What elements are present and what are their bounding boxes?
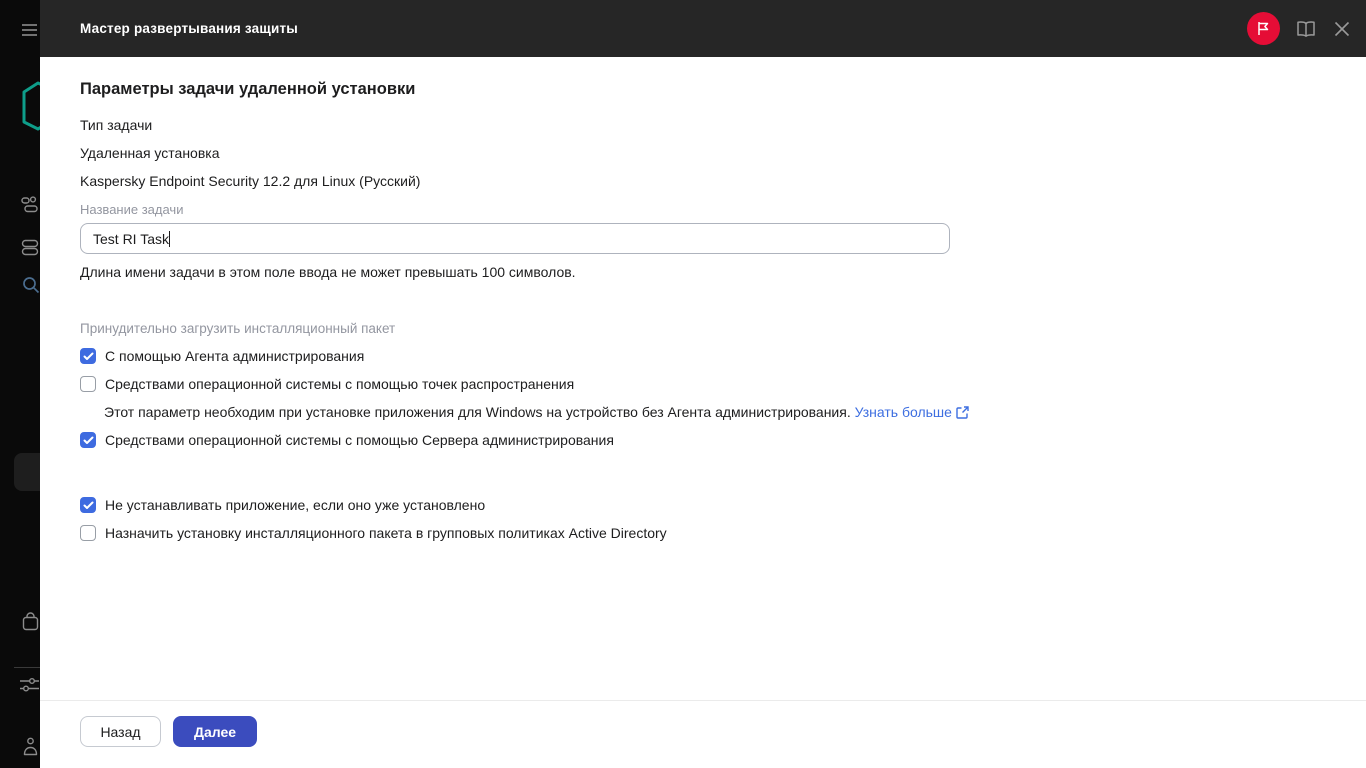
checkbox-row-network-agent[interactable]: [80, 348, 364, 364]
checkbox-label: Средствами операционной системы с помощью Сервера администрирования: [105, 432, 614, 448]
task-name-label: Название задачи: [80, 202, 184, 217]
wizard-title: Мастер развертывания защиты: [80, 21, 298, 36]
note-text: Этот параметр необходим при установке приложения для Windows на устройство без Агента администрирования.: [104, 404, 851, 420]
checkbox[interactable]: [80, 497, 96, 513]
hamburger-menu-icon[interactable]: [22, 23, 37, 37]
marketplace-bag-icon[interactable]: [22, 612, 39, 631]
checkbox[interactable]: [80, 348, 96, 364]
task-name-hint: Длина имени задачи в этом поле ввода не может превышать 100 символов.: [80, 264, 576, 280]
checkbox[interactable]: [80, 376, 96, 392]
external-link-icon: [956, 406, 969, 422]
footer-divider: [40, 700, 1366, 701]
force-download-section-label: Принудительно загрузить инсталляционный пакет: [80, 321, 396, 336]
installation-package-name: Kaspersky Endpoint Security 12.2 для Linux (Русский): [80, 173, 421, 189]
sidebar-divider: [14, 667, 40, 668]
checkbox-label: Не устанавливать приложение, если оно уже установлено: [105, 497, 486, 513]
checkbox-row-skip-if-installed[interactable]: [80, 497, 485, 513]
task-name-field-wrap: [80, 223, 950, 254]
wizard-page: [40, 57, 1366, 768]
checkbox-row-admin-server[interactable]: [80, 432, 614, 448]
text-caret: [169, 231, 170, 247]
kaspersky-logo: [18, 80, 40, 132]
task-type-value: Удаленная установка: [80, 145, 220, 161]
close-icon[interactable]: [1332, 19, 1352, 39]
wizard-titlebar: [40, 0, 1366, 57]
page-title: Параметры задачи удаленной установки: [80, 80, 416, 98]
distribution-points-note: [104, 404, 969, 422]
documentation-book-icon[interactable]: [1296, 19, 1316, 39]
users-icon[interactable]: [21, 196, 39, 213]
checkbox-label: Средствами операционной системы с помощью точек распространения: [105, 376, 575, 392]
task-type-label: Тип задачи: [80, 117, 153, 133]
back-button[interactable]: Назад: [80, 716, 161, 747]
flag-badge[interactable]: [1247, 12, 1280, 45]
checkbox-row-active-directory[interactable]: [80, 525, 667, 541]
account-person-icon[interactable]: [22, 737, 39, 756]
learn-more-link[interactable]: Узнать больше: [854, 404, 952, 420]
next-button[interactable]: Далее: [173, 716, 257, 747]
active-nav-highlight[interactable]: [14, 453, 40, 491]
checkbox-label: С помощью Агента администрирования: [105, 348, 365, 364]
checkbox[interactable]: [80, 525, 96, 541]
checkbox-label: Назначить установку инсталляционного пакета в групповых политиках Active Directory: [105, 525, 667, 541]
task-name-input[interactable]: [80, 223, 950, 254]
servers-icon[interactable]: [21, 239, 39, 256]
settings-sliders-icon[interactable]: [20, 676, 39, 694]
checkbox-row-distribution-points[interactable]: [80, 376, 574, 392]
checkbox[interactable]: [80, 432, 96, 448]
sidebar: [0, 0, 40, 768]
search-icon[interactable]: [22, 276, 40, 294]
